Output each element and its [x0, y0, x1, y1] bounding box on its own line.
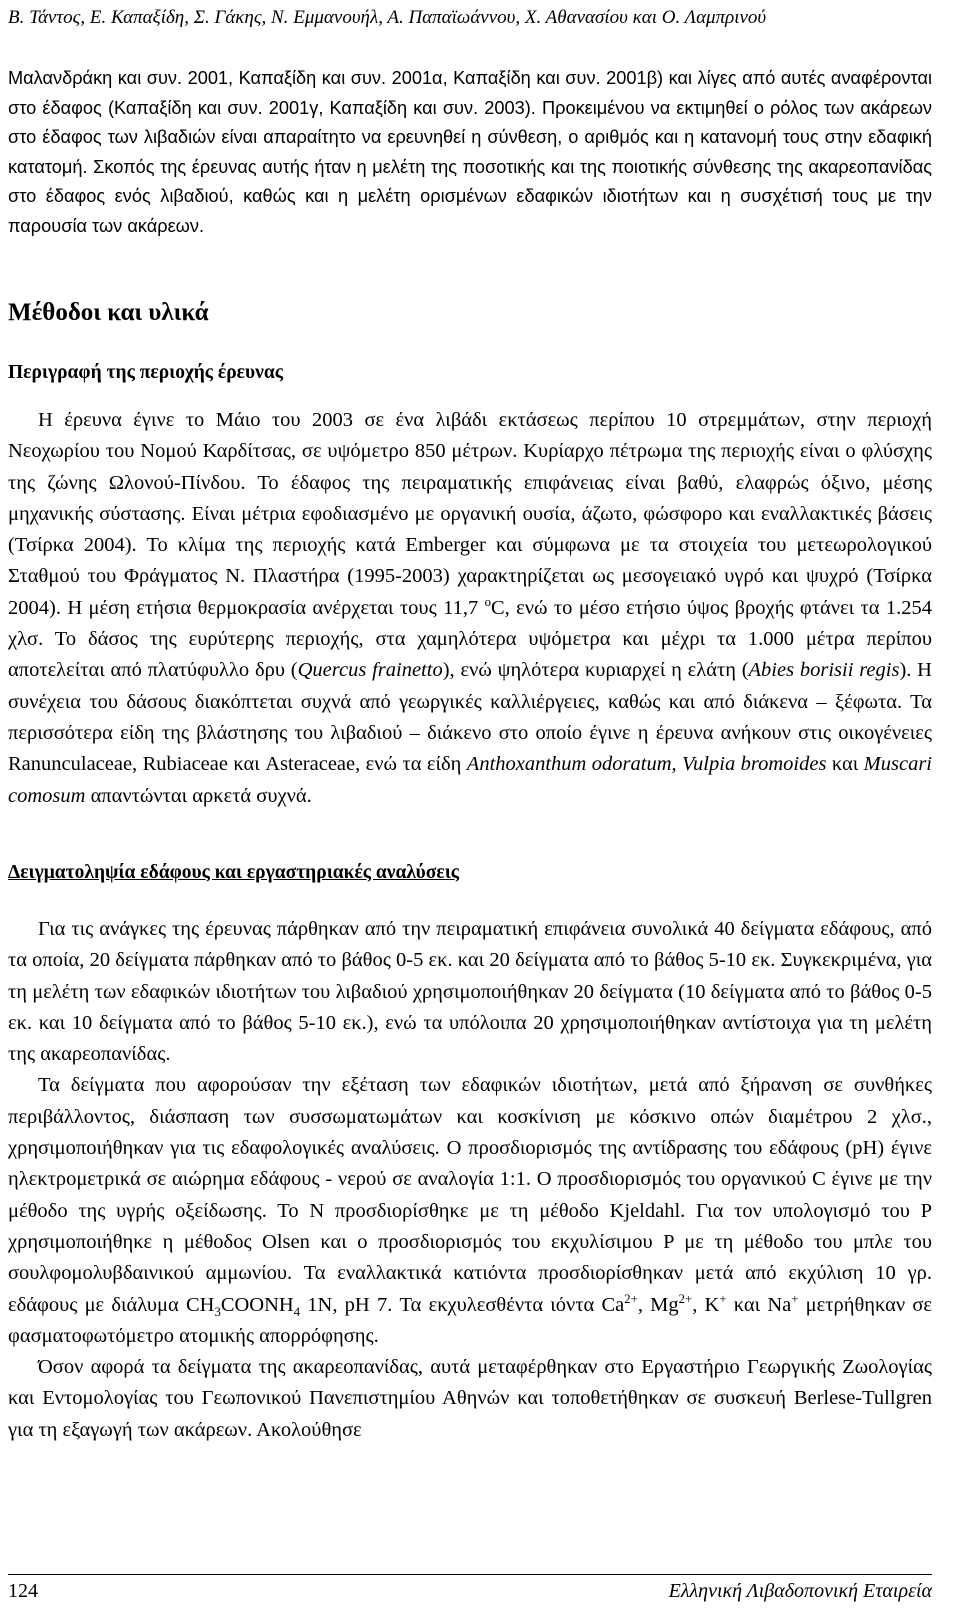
sampling-paragraph-2: [8, 1070, 932, 1352]
subsection-title-sampling: Δειγματοληψία εδάφους και εργαστηριακές αναλύσεις: [8, 862, 459, 883]
text-run: μετρήθηκαν σε φασματοφωτόμετρο ατομικής απορρόφησης.: [8, 1293, 933, 1347]
text-run: , K: [692, 1293, 720, 1316]
species-name-muscari: Muscari comosum: [8, 753, 932, 807]
species-name-abies: Abies borisii regis: [748, 659, 900, 682]
text-run: και: [826, 753, 864, 776]
running-header: Β. Τάντος, Ε. Καπαξίδη, Σ. Γάκης, Ν. Εμμανουήλ, Α. Παπαϊωάννου, Χ. Αθανασίου και Ο. Λαμπρινού: [8, 7, 767, 28]
text-run: απαντώνται αρκετά συχνά.: [85, 784, 312, 807]
subsection-title-study-area: Περιγραφή της περιοχής έρευνας: [8, 362, 283, 383]
study-area-paragraph: [8, 405, 932, 812]
sampling-paragraph-1: Για τις ανάγκες της έρευνας πάρθηκαν από την πειραματική επιφάνεια συνολικά 40 δείγματα εδάφους, από τα οποία, 20 δείγματα πάρθηκαν από το βάθος 0-5 εκ. και 20 δείγματα από το βάθος 5-10 εκ. Συγκεκριμένα, για τη μελέτη των εδαφικών ιδιοτήτων του λιβαδιού χρησιμοποιήθηκαν 20 δείγματα (10 δείγματα από το βάθος 0-5 εκ. και 10 δείγματα από το βάθος 5-10 εκ.), ενώ τα υπόλοιπα 20 χρησιμοποιήθηκαν αντίστοιχα για τη μελέτη της ακαρεοπανίδας.: [8, 918, 932, 1066]
text-run: Η έρευνα έγινε το Μάιο του 2003 σε ένα λιβάδι εκτάσεως περίπου 10 στρεμμάτων, στην περιοχή Νεοχωρίου του Νομού Καρδίτσας, σε υψόμετρο 850 μέτρων. Κυρίαρχο πέτρωμα της περιοχής είναι ο φλύσχης της ζώνης Ωλονού-Πίνδου. Το έδαφος της πειραματικής επιφάνειας είναι βαθύ, ελαφρώς όξινο, μέσης μηχανικής σύστασης. Είναι μέτρια εφοδιασμένο με οργανική ουσία, άζωτο, φώσφορο και εναλλακτικές βάσεις (Τσίρκα 2004). Το κλίμα της περιοχής κατά Emberger και σύμφωνα με τα στοιχεία του μετεωρολογικού Σταθμού του Φράγματος Ν. Πλαστήρα (1995-2003) χαρακτηρίζεται ως μεσογειακό υγρό και ψυχρό (Τσίρκα 2004). Η μέση ετήσια θερμοκρασία ανέρχεται τους 11,7: [8, 409, 932, 619]
text-run: ). Η συνέχεια του δάσους διακόπτεται συχνά από γεωργικές καλλιέργειες, καθώς και από διάκενα – ξέφωτα. Τα περισσότερα είδη της βλάστησης του λιβαδιού – διάκενο στο οποίο έγινε η έρευνα ανήκουν στις οικογένειες Ranunculaceae, Rubiaceae και Asteraceae, ενώ τα είδη: [8, 659, 932, 776]
text-run: και Na: [726, 1293, 792, 1316]
section-title-methods: Μέθοδοι και υλικά: [8, 299, 209, 326]
superscript-charge: 2+: [624, 1291, 638, 1306]
text-run: Τα δείγματα που αφορούσαν την εξέταση των εδαφικών ιδιοτήτων, μετά από ξήρανση σε συνθήκες περιβάλλοντος, διάσπαση των συσσωματωμάτων και κοσκίνιση με κόσκινο οπών διαμέτρου 2 χλσ., χρησιμοποιήθηκαν για τις εδαφολογικές αναλύσεις. Ο προσδιορισμός της αντίδρασης του εδάφους (pH) έγινε ηλεκτρομετρικά σε αιώρημα εδάφους - νερού σε αναλογία 1:1. Ο προσδιορισμός του οργανικού C έγινε με την μέθοδο της υγρής οξείδωσης. Το N προσδιορίσθηκε με τη μέθοδο Kjeldahl. Για τον υπολογισμό του P χρησιμοποιήθηκε η μέθοδος Olsen και ο προσδιορισμός του εκχυλίσιμου P με τη μέθοδο του μπλε του σουλφομολυβδαινικού αμμωνίου. Τα εναλλακτικά κατιόντα προσδιορίσθηκαν μετά από εκχύλιση 10 γρ. εδάφους με διάλυμα CH: [8, 1074, 932, 1316]
superscript-charge: 2+: [678, 1291, 693, 1306]
sampling-paragraph-3: Όσον αφορά τα δείγματα της ακαρεοπανίδας, αυτά μεταφέρθηκαν στο Εργαστήριο Γεωργικής Ζωολογίας και Εντομολογίας του Γεωπονικού Πανεπιστημίου Αθηνών και τοποθετήθηκαν σε συσκευή Berlese-Tullgren για τη εξαγωγή των ακάρεων. Ακολούθησε: [8, 1356, 932, 1441]
sampling-text: [8, 914, 932, 1446]
subscript: 4: [293, 1304, 301, 1319]
text-run: COONH: [220, 1293, 294, 1316]
study-area-text: [8, 405, 932, 812]
text-run: ), ενώ ψηλότερα κυριαρχεί η ελάτη (: [442, 659, 749, 682]
footer-society-name: Ελληνική Λιβαδοπονική Εταιρεία: [668, 1580, 932, 1602]
subscript: 3: [214, 1304, 221, 1319]
page-number: 124: [8, 1580, 38, 1602]
text-run: 1N, pH 7. Τα εκχυλεσθέντα ιόντα Ca: [300, 1293, 625, 1316]
superscript-degree: o: [484, 594, 491, 609]
intro-paragraph: Μαλανδράκη και συν. 2001, Καπαξίδη και συν. 2001α, Καπαξίδη και συν. 2001β) και λίγες από αυτές αναφέρονται στο έδαφος (Καπαξίδη και συν. 2001γ, Καπαξίδη και συν. 2003). Προκειμένου να εκτιμηθεί ο ρόλος των ακάρεων στο έδαφος των λιβαδιών είναι απαραίτητο να ερευνηθεί η σύνθεση, ο αριθμός και η κατανομή τους στην εδαφική κατατομή. Σκοπός της έρευνας αυτής ήταν η μελέτη της ποσοτικής και της ποιοτικής σύνθεσης της ακαρεοπανίδας στο έδαφος ενός λιβαδιού, καθώς και η μελέτη ορισμένων εδαφικών ιδιοτήτων και η συσχέτισή τους με την παρουσία των ακάρεων.: [8, 68, 932, 236]
text-run: C, ενώ το μέσο ετήσιο ύψος βροχής φτάνει τα 1.254 χλσ. Το δάσος της ευρύτερης περιοχής, στα χαμηλότερα υψόμετρα και μέχρι τα 1.000 μέτρα περίπου αποτελείται από πλατύφυλλο δρυ (: [8, 596, 932, 682]
superscript-charge: +: [791, 1291, 799, 1306]
text-run: , Mg: [637, 1293, 679, 1316]
page-footer: [8, 1574, 932, 1603]
species-name-quercus: Quercus frainetto: [297, 659, 443, 682]
superscript-charge: +: [719, 1291, 727, 1306]
species-name-anthoxanthum: Anthoxanthum odoratum, Vulpia bromoides: [466, 753, 827, 776]
